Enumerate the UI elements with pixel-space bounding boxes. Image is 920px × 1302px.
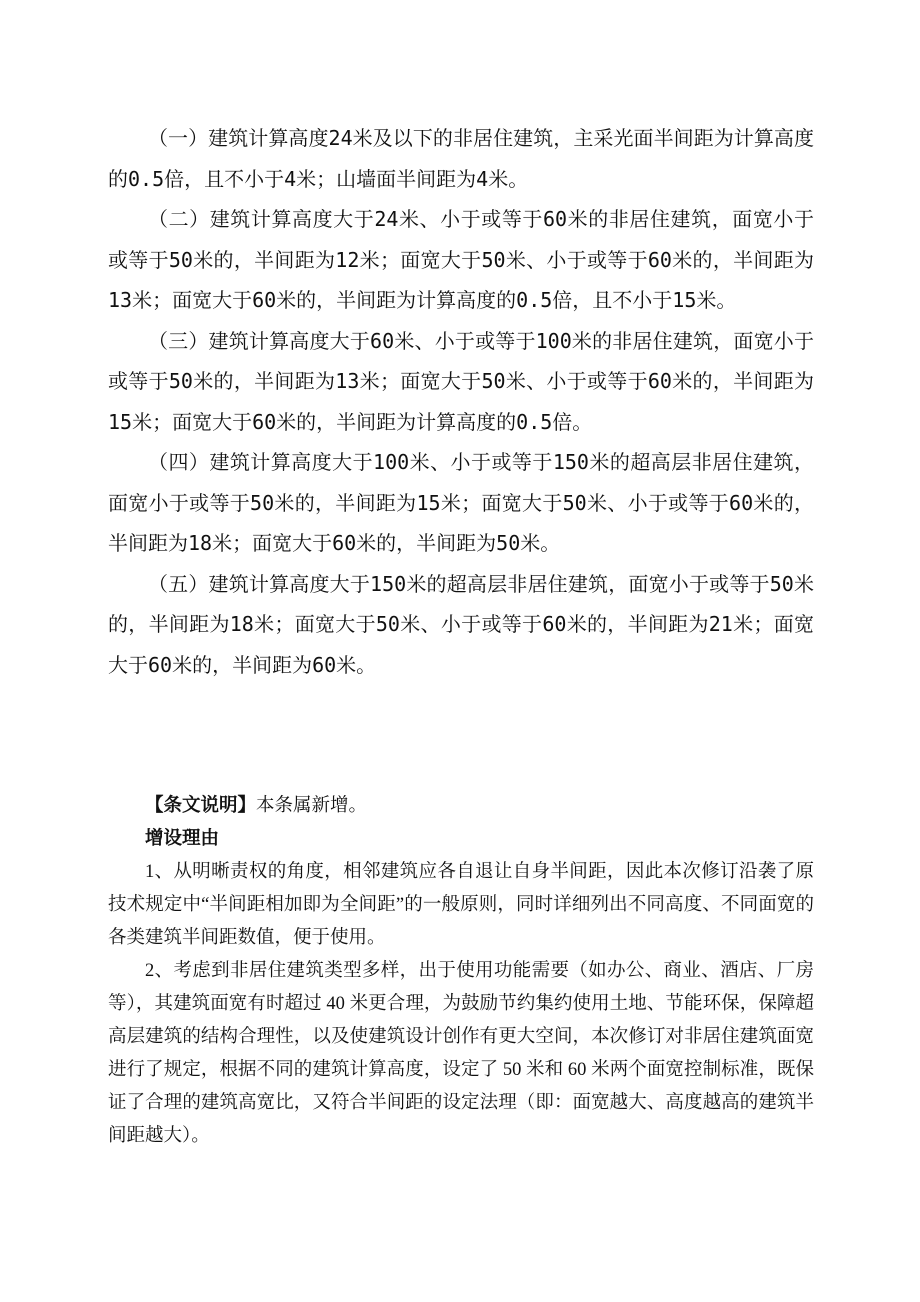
rule-paragraph-3: （三）建筑计算高度大于60米、小于或等于100米的非居住建筑，面宽小于或等于50米的，半间距为13米；面宽大于50米、小于或等于60米的，半间距为15米；面宽大于60米的，半间距为计算高度的0.5倍。	[108, 328, 814, 434]
explanation-point-1: 1、从明晰责权的角度，相邻建筑应各自退让自身半间距，因此本次修订沿袭了原技术规定中“半间距相加即为全间距”的一般原则，同时详细列出不同高度、不同面宽的各类建筑半间距数值，便于使用。	[108, 862, 814, 948]
clause-explanation	[108, 790, 814, 1153]
rule-paragraph-4: （四）建筑计算高度大于100米、小于或等于150米的超高层非居住建筑，面宽小于或等于50米的，半间距为15米；面宽大于50米、小于或等于60米的，半间距为18米；面宽大于60米的，半间距为50米。	[108, 450, 814, 555]
explanation-heading: 增设理由	[145, 829, 220, 849]
rule-paragraph-5: （五）建筑计算高度大于150米的超高层非居住建筑，面宽小于或等于50米的，半间距为18米；面宽大于50米、小于或等于60米的，半间距为21米；面宽大于60米的，半间距为60米。	[108, 571, 814, 677]
explanation-intro	[108, 790, 814, 823]
explanation-label: 【条文说明】	[145, 796, 257, 816]
explanation-text: 本条属新增。	[256, 796, 368, 816]
explanation-point-2: 2、考虑到非居住建筑类型多样，出于使用功能需要（如办公、商业、酒店、厂房等），其建筑面宽有时超过 40 米更合理，为鼓励节约集约使用土地、节能环保，保障超高层建筑的结构合理性，以及使建筑设计创作有更大空间，本次修订对非居住建筑面宽进行了规定，根据不同的建筑计算高度，设定了 50 米和 60 米两个面宽控制标准，既保证了合理的建筑高宽比，又符合半间距的设定法理（即：面宽越大、高度越高的建筑半间距越大）。	[108, 961, 814, 1146]
spacing-rules	[108, 118, 814, 685]
rule-paragraph-1: （一）建筑计算高度24米及以下的非居住建筑，主采光面半间距为计算高度的0.5倍，且不小于4米；山墙面半间距为4米。	[108, 126, 814, 191]
rule-paragraph-2: （二）建筑计算高度大于24米、小于或等于60米的非居住建筑，面宽小于或等于50米的，半间距为12米；面宽大于50米、小于或等于60米的，半间距为13米；面宽大于60米的，半间距为计算高度的0.5倍，且不小于15米。	[108, 207, 814, 312]
